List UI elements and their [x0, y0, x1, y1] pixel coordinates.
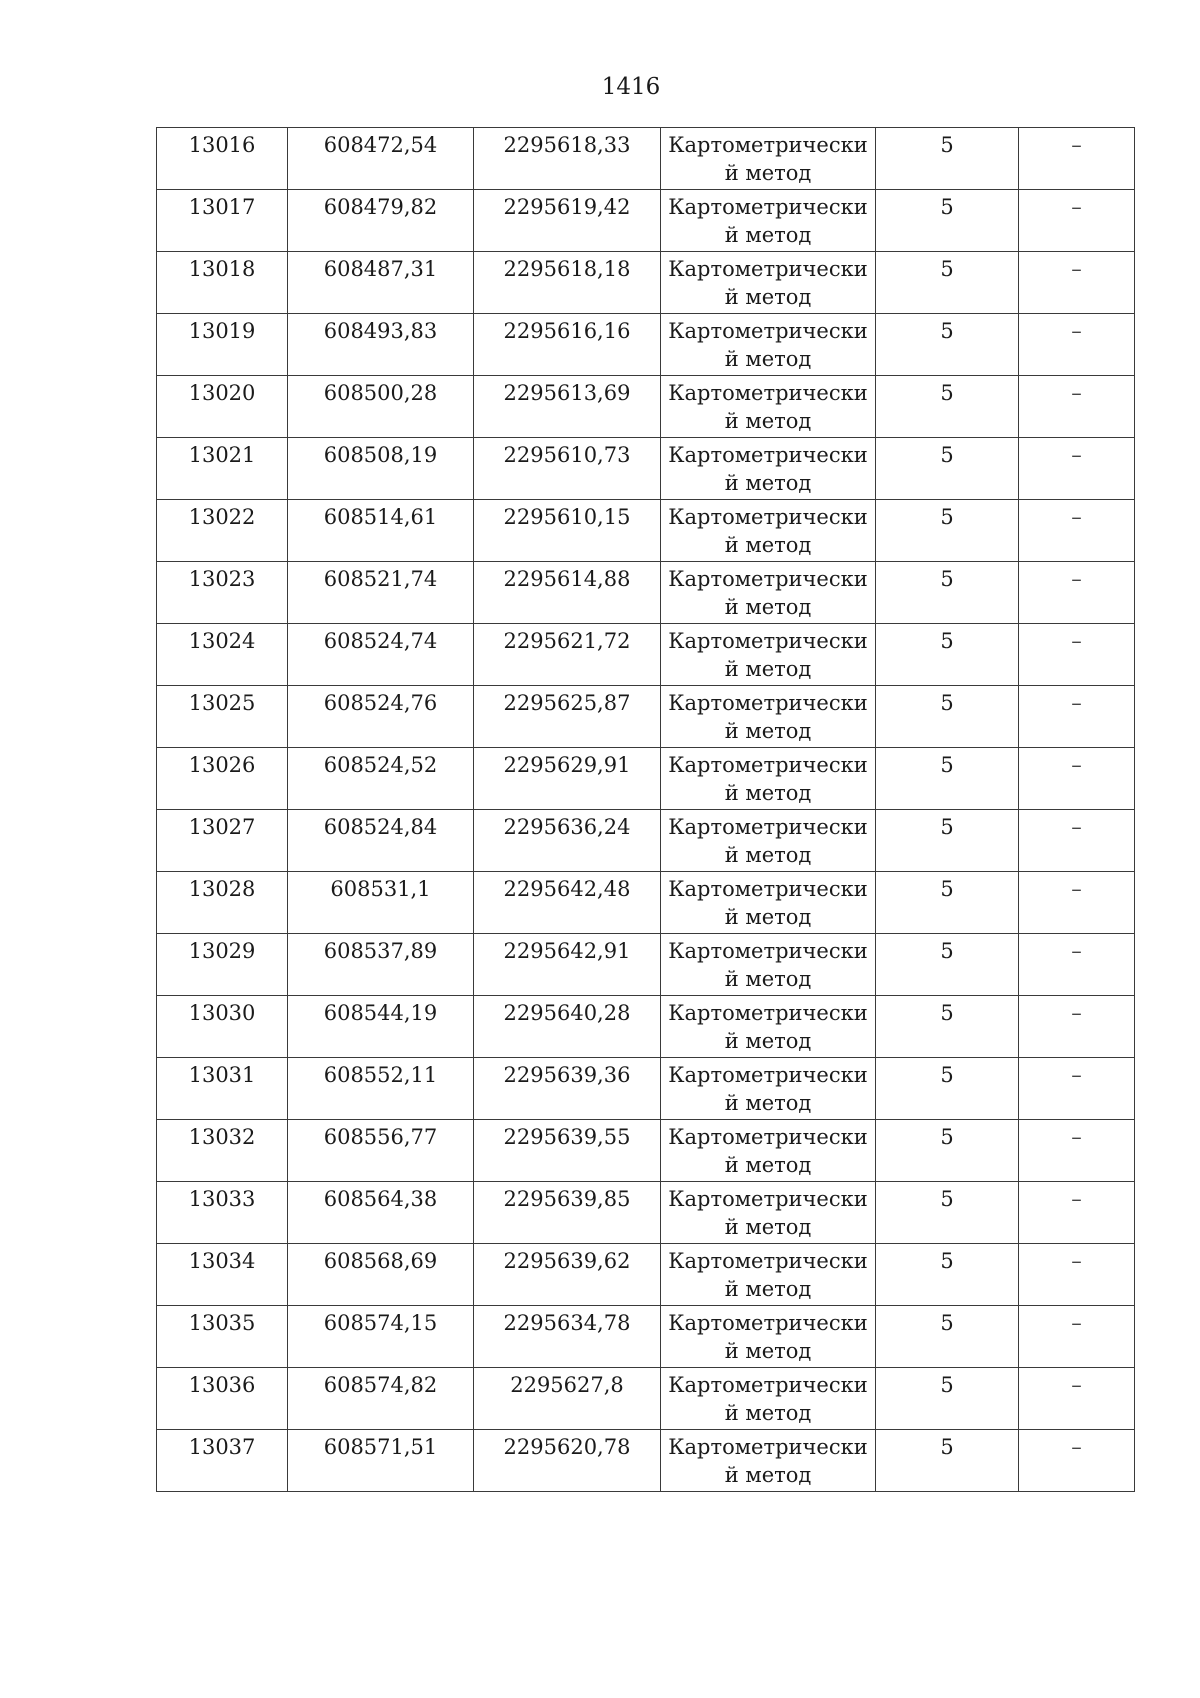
accuracy-cell: 5 — [876, 500, 1019, 562]
accuracy-cell: 5 — [876, 1058, 1019, 1120]
y-coordinate-cell: 2295616,16 — [474, 314, 661, 376]
accuracy-cell: 5 — [876, 1182, 1019, 1244]
point-number-cell: 13035 — [157, 1306, 288, 1368]
accuracy-cell: 5 — [876, 314, 1019, 376]
point-number-cell: 13033 — [157, 1182, 288, 1244]
table-row — [157, 624, 1135, 686]
method-cell: Картометрический метод — [661, 1368, 876, 1430]
note-cell: – — [1019, 872, 1135, 934]
note-cell: – — [1019, 624, 1135, 686]
point-number-cell: 13036 — [157, 1368, 288, 1430]
method-cell: Картометрический метод — [661, 624, 876, 686]
accuracy-cell: 5 — [876, 624, 1019, 686]
y-coordinate-cell: 2295621,72 — [474, 624, 661, 686]
method-cell: Картометрический метод — [661, 1058, 876, 1120]
x-coordinate-cell: 608472,54 — [288, 128, 474, 190]
x-coordinate-cell: 608574,82 — [288, 1368, 474, 1430]
y-coordinate-cell: 2295642,48 — [474, 872, 661, 934]
method-cell: Картометрический метод — [661, 872, 876, 934]
table-row — [157, 1368, 1135, 1430]
point-number-cell: 13028 — [157, 872, 288, 934]
x-coordinate-cell: 608531,1 — [288, 872, 474, 934]
accuracy-cell: 5 — [876, 996, 1019, 1058]
point-number-cell: 13017 — [157, 190, 288, 252]
method-cell: Картометрический метод — [661, 810, 876, 872]
y-coordinate-cell: 2295634,78 — [474, 1306, 661, 1368]
note-cell: – — [1019, 934, 1135, 996]
table-row — [157, 190, 1135, 252]
note-cell: – — [1019, 686, 1135, 748]
note-cell: – — [1019, 128, 1135, 190]
table-row — [157, 438, 1135, 500]
method-cell: Картометрический метод — [661, 500, 876, 562]
x-coordinate-cell: 608556,77 — [288, 1120, 474, 1182]
note-cell: – — [1019, 562, 1135, 624]
table-row — [157, 1430, 1135, 1492]
x-coordinate-cell: 608508,19 — [288, 438, 474, 500]
note-cell: – — [1019, 314, 1135, 376]
y-coordinate-cell: 2295619,42 — [474, 190, 661, 252]
accuracy-cell: 5 — [876, 1430, 1019, 1492]
x-coordinate-cell: 608524,84 — [288, 810, 474, 872]
y-coordinate-cell: 2295639,62 — [474, 1244, 661, 1306]
point-number-cell: 13018 — [157, 252, 288, 314]
method-cell: Картометрический метод — [661, 252, 876, 314]
x-coordinate-cell: 608493,83 — [288, 314, 474, 376]
note-cell: – — [1019, 376, 1135, 438]
method-cell: Картометрический метод — [661, 1306, 876, 1368]
x-coordinate-cell: 608564,38 — [288, 1182, 474, 1244]
coordinates-table — [156, 127, 1135, 1492]
accuracy-cell: 5 — [876, 810, 1019, 872]
note-cell: – — [1019, 810, 1135, 872]
table-row — [157, 996, 1135, 1058]
accuracy-cell: 5 — [876, 562, 1019, 624]
accuracy-cell: 5 — [876, 128, 1019, 190]
y-coordinate-cell: 2295625,87 — [474, 686, 661, 748]
x-coordinate-cell: 608524,52 — [288, 748, 474, 810]
method-cell: Картометрический метод — [661, 128, 876, 190]
note-cell: – — [1019, 1058, 1135, 1120]
method-cell: Картометрический метод — [661, 996, 876, 1058]
table-row — [157, 810, 1135, 872]
y-coordinate-cell: 2295613,69 — [474, 376, 661, 438]
y-coordinate-cell: 2295640,28 — [474, 996, 661, 1058]
table-row — [157, 1058, 1135, 1120]
table-row — [157, 252, 1135, 314]
point-number-cell: 13019 — [157, 314, 288, 376]
method-cell: Картометрический метод — [661, 1244, 876, 1306]
x-coordinate-cell: 608571,51 — [288, 1430, 474, 1492]
note-cell: – — [1019, 1244, 1135, 1306]
accuracy-cell: 5 — [876, 748, 1019, 810]
note-cell: – — [1019, 1430, 1135, 1492]
y-coordinate-cell: 2295620,78 — [474, 1430, 661, 1492]
y-coordinate-cell: 2295614,88 — [474, 562, 661, 624]
table-row — [157, 314, 1135, 376]
point-number-cell: 13025 — [157, 686, 288, 748]
page-number: 1416 — [601, 74, 661, 100]
accuracy-cell: 5 — [876, 438, 1019, 500]
method-cell: Картометрический метод — [661, 934, 876, 996]
point-number-cell: 13034 — [157, 1244, 288, 1306]
note-cell: – — [1019, 996, 1135, 1058]
accuracy-cell: 5 — [876, 1368, 1019, 1430]
accuracy-cell: 5 — [876, 376, 1019, 438]
method-cell: Картометрический метод — [661, 190, 876, 252]
point-number-cell: 13030 — [157, 996, 288, 1058]
x-coordinate-cell: 608524,74 — [288, 624, 474, 686]
x-coordinate-cell: 608500,28 — [288, 376, 474, 438]
accuracy-cell: 5 — [876, 190, 1019, 252]
method-cell: Картометрический метод — [661, 1182, 876, 1244]
point-number-cell: 13027 — [157, 810, 288, 872]
y-coordinate-cell: 2295639,36 — [474, 1058, 661, 1120]
y-coordinate-cell: 2295629,91 — [474, 748, 661, 810]
y-coordinate-cell: 2295618,33 — [474, 128, 661, 190]
point-number-cell: 13026 — [157, 748, 288, 810]
table-row — [157, 934, 1135, 996]
y-coordinate-cell: 2295627,8 — [474, 1368, 661, 1430]
y-coordinate-cell: 2295642,91 — [474, 934, 661, 996]
x-coordinate-cell: 608479,82 — [288, 190, 474, 252]
point-number-cell: 13023 — [157, 562, 288, 624]
table-row — [157, 1306, 1135, 1368]
y-coordinate-cell: 2295610,15 — [474, 500, 661, 562]
note-cell: – — [1019, 438, 1135, 500]
y-coordinate-cell: 2295639,85 — [474, 1182, 661, 1244]
accuracy-cell: 5 — [876, 1120, 1019, 1182]
accuracy-cell: 5 — [876, 252, 1019, 314]
x-coordinate-cell: 608514,61 — [288, 500, 474, 562]
point-number-cell: 13031 — [157, 1058, 288, 1120]
table-row — [157, 1182, 1135, 1244]
x-coordinate-cell: 608524,76 — [288, 686, 474, 748]
point-number-cell: 13024 — [157, 624, 288, 686]
note-cell: – — [1019, 252, 1135, 314]
table-row — [157, 686, 1135, 748]
table-row — [157, 872, 1135, 934]
table-row — [157, 1120, 1135, 1182]
method-cell: Картометрический метод — [661, 1120, 876, 1182]
point-number-cell: 13021 — [157, 438, 288, 500]
note-cell: – — [1019, 1306, 1135, 1368]
table-row — [157, 500, 1135, 562]
point-number-cell: 13032 — [157, 1120, 288, 1182]
point-number-cell: 13022 — [157, 500, 288, 562]
table-row — [157, 562, 1135, 624]
point-number-cell: 13016 — [157, 128, 288, 190]
x-coordinate-cell: 608537,89 — [288, 934, 474, 996]
accuracy-cell: 5 — [876, 1306, 1019, 1368]
point-number-cell: 13029 — [157, 934, 288, 996]
coordinates-table-body — [157, 128, 1135, 1492]
note-cell: – — [1019, 748, 1135, 810]
note-cell: – — [1019, 190, 1135, 252]
method-cell: Картометрический метод — [661, 438, 876, 500]
note-cell: – — [1019, 1368, 1135, 1430]
accuracy-cell: 5 — [876, 686, 1019, 748]
method-cell: Картометрический метод — [661, 748, 876, 810]
method-cell: Картометрический метод — [661, 1430, 876, 1492]
table-row — [157, 376, 1135, 438]
y-coordinate-cell: 2295618,18 — [474, 252, 661, 314]
y-coordinate-cell: 2295610,73 — [474, 438, 661, 500]
note-cell: – — [1019, 1120, 1135, 1182]
method-cell: Картометрический метод — [661, 686, 876, 748]
note-cell: – — [1019, 500, 1135, 562]
point-number-cell: 13020 — [157, 376, 288, 438]
table-row — [157, 1244, 1135, 1306]
x-coordinate-cell: 608544,19 — [288, 996, 474, 1058]
x-coordinate-cell: 608521,74 — [288, 562, 474, 624]
point-number-cell: 13037 — [157, 1430, 288, 1492]
y-coordinate-cell: 2295636,24 — [474, 810, 661, 872]
note-cell: – — [1019, 1182, 1135, 1244]
x-coordinate-cell: 608574,15 — [288, 1306, 474, 1368]
accuracy-cell: 5 — [876, 872, 1019, 934]
method-cell: Картометрический метод — [661, 376, 876, 438]
accuracy-cell: 5 — [876, 934, 1019, 996]
x-coordinate-cell: 608568,69 — [288, 1244, 474, 1306]
x-coordinate-cell: 608552,11 — [288, 1058, 474, 1120]
method-cell: Картометрический метод — [661, 314, 876, 376]
y-coordinate-cell: 2295639,55 — [474, 1120, 661, 1182]
method-cell: Картометрический метод — [661, 562, 876, 624]
table-row — [157, 748, 1135, 810]
table-row — [157, 128, 1135, 190]
accuracy-cell: 5 — [876, 1244, 1019, 1306]
x-coordinate-cell: 608487,31 — [288, 252, 474, 314]
